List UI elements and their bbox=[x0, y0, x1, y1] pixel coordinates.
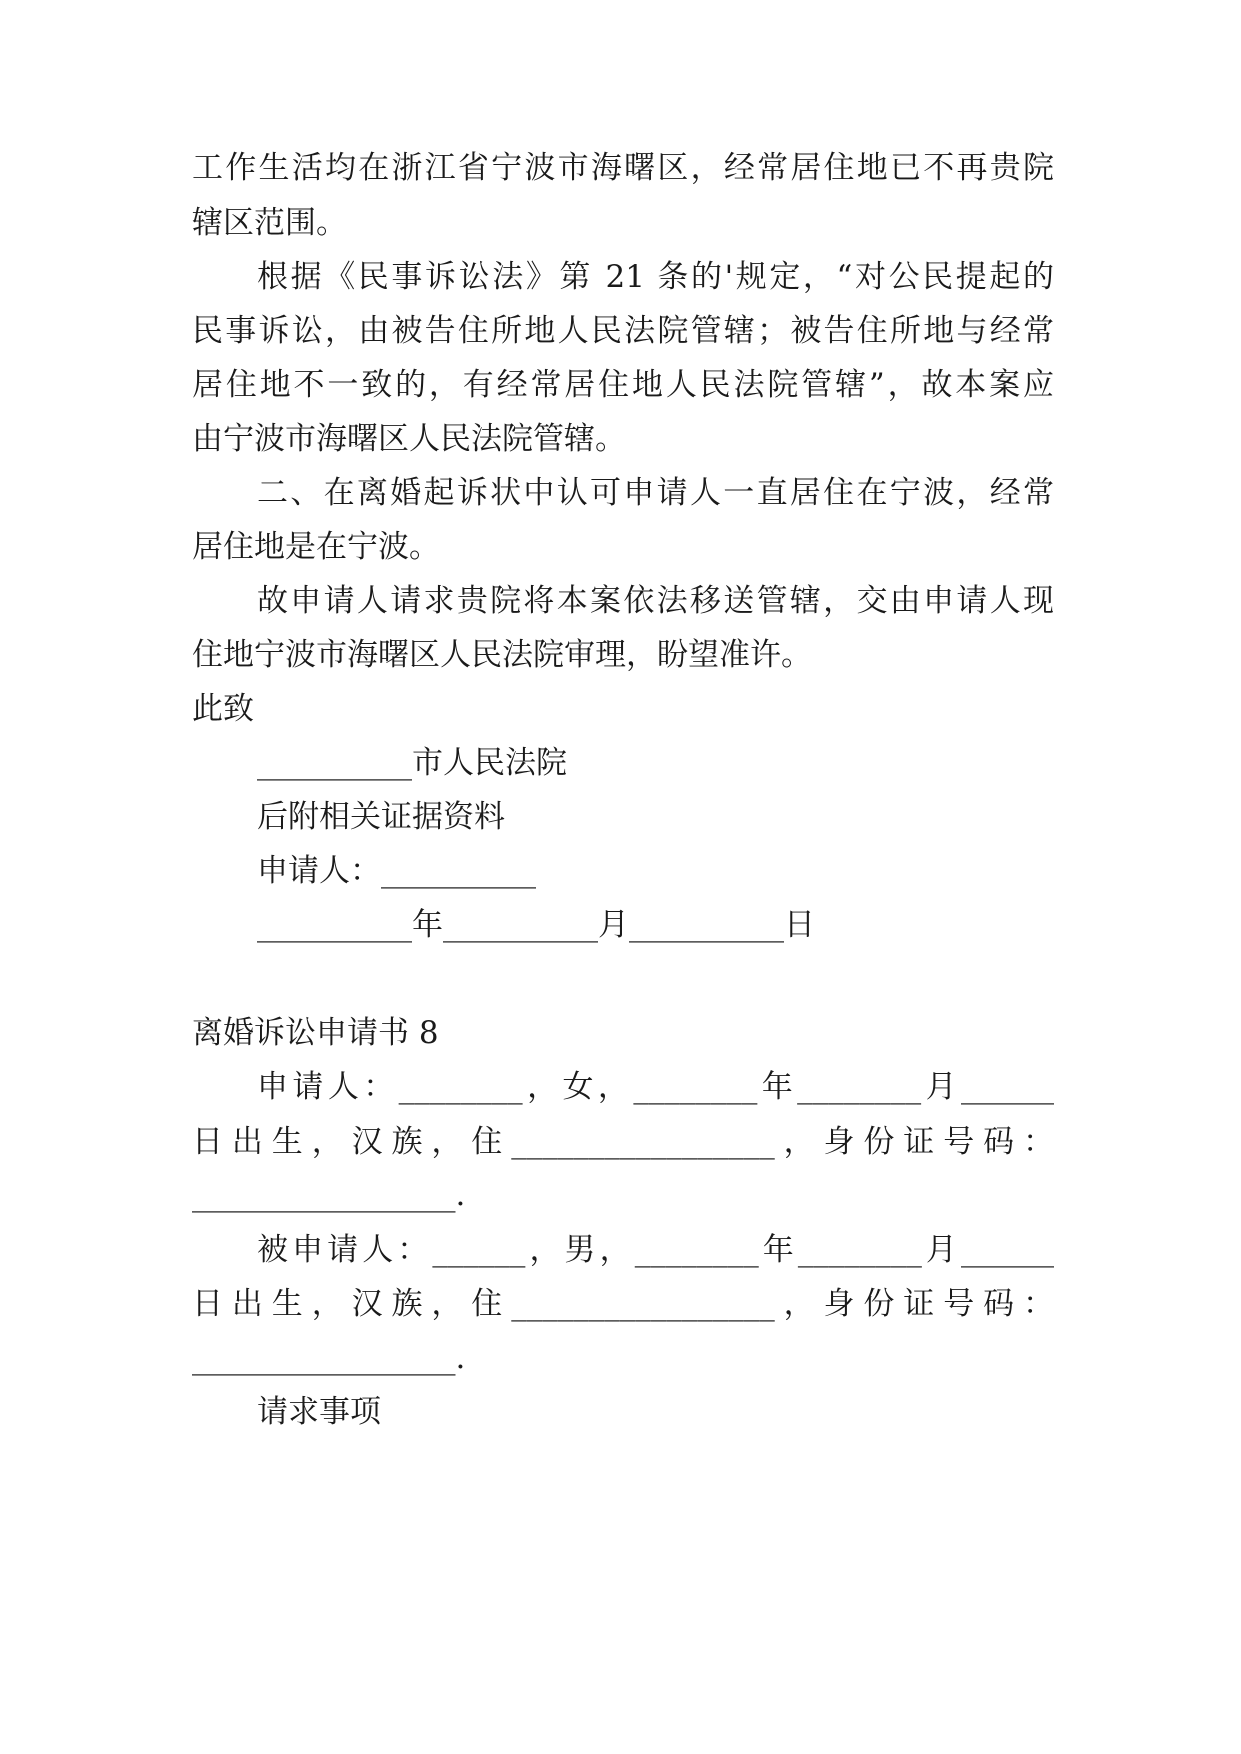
section-title: 离婚诉讼申请书 8 bbox=[192, 1015, 439, 1051]
salutation: 此致 bbox=[192, 691, 254, 727]
applicant-line: 申请人：________，女，________年________月______ bbox=[257, 1069, 1054, 1105]
respondent-line: 被申请人：______，男，________年________月______ bbox=[257, 1232, 1054, 1268]
applicant-line: 日出生，汉族，住_________________，身份证号码： bbox=[192, 1124, 1054, 1160]
paragraph-line: 民事诉讼，由被告住所地人民法院管辖；被告住所地与经常 bbox=[192, 313, 1054, 349]
paragraph-line: 工作生活均在浙江省宁波市海曙区，经常居住地已不再贵院 bbox=[192, 150, 1054, 186]
applicant-line: _________________. bbox=[192, 1177, 466, 1213]
respondent-line: 日出生，汉族，住_________________，身份证号码： bbox=[192, 1286, 1054, 1322]
paragraph-line: 住地宁波市海曙区人民法院审理，盼望准许。 bbox=[192, 637, 812, 673]
court-line: __________市人民法院 bbox=[257, 745, 567, 781]
paragraph-line: 居住地不一致的，有经常居住地人民法院管辖”，故本案应 bbox=[192, 367, 1054, 403]
paragraph-line: 由宁波市海曙区人民法院管辖。 bbox=[192, 421, 626, 457]
paragraph-line: 根据《民事诉讼法》第 21 条的'规定，“对公民提起的 bbox=[257, 259, 1054, 295]
paragraph-line: 二、在离婚起诉状中认可申请人一直居住在宁波，经常 bbox=[257, 475, 1054, 511]
paragraph-line: 居住地是在宁波。 bbox=[192, 529, 440, 565]
request-heading: 请求事项 bbox=[257, 1394, 381, 1430]
respondent-line: _________________. bbox=[192, 1340, 466, 1376]
applicant-signature: 申请人：__________ bbox=[257, 853, 536, 889]
date-line: __________年__________月__________日 bbox=[257, 907, 815, 943]
paragraph-line: 故申请人请求贵院将本案依法移送管辖，交由申请人现 bbox=[257, 583, 1054, 619]
paragraph-line: 辖区范围。 bbox=[192, 205, 347, 241]
attachment-note: 后附相关证据资料 bbox=[257, 799, 505, 835]
